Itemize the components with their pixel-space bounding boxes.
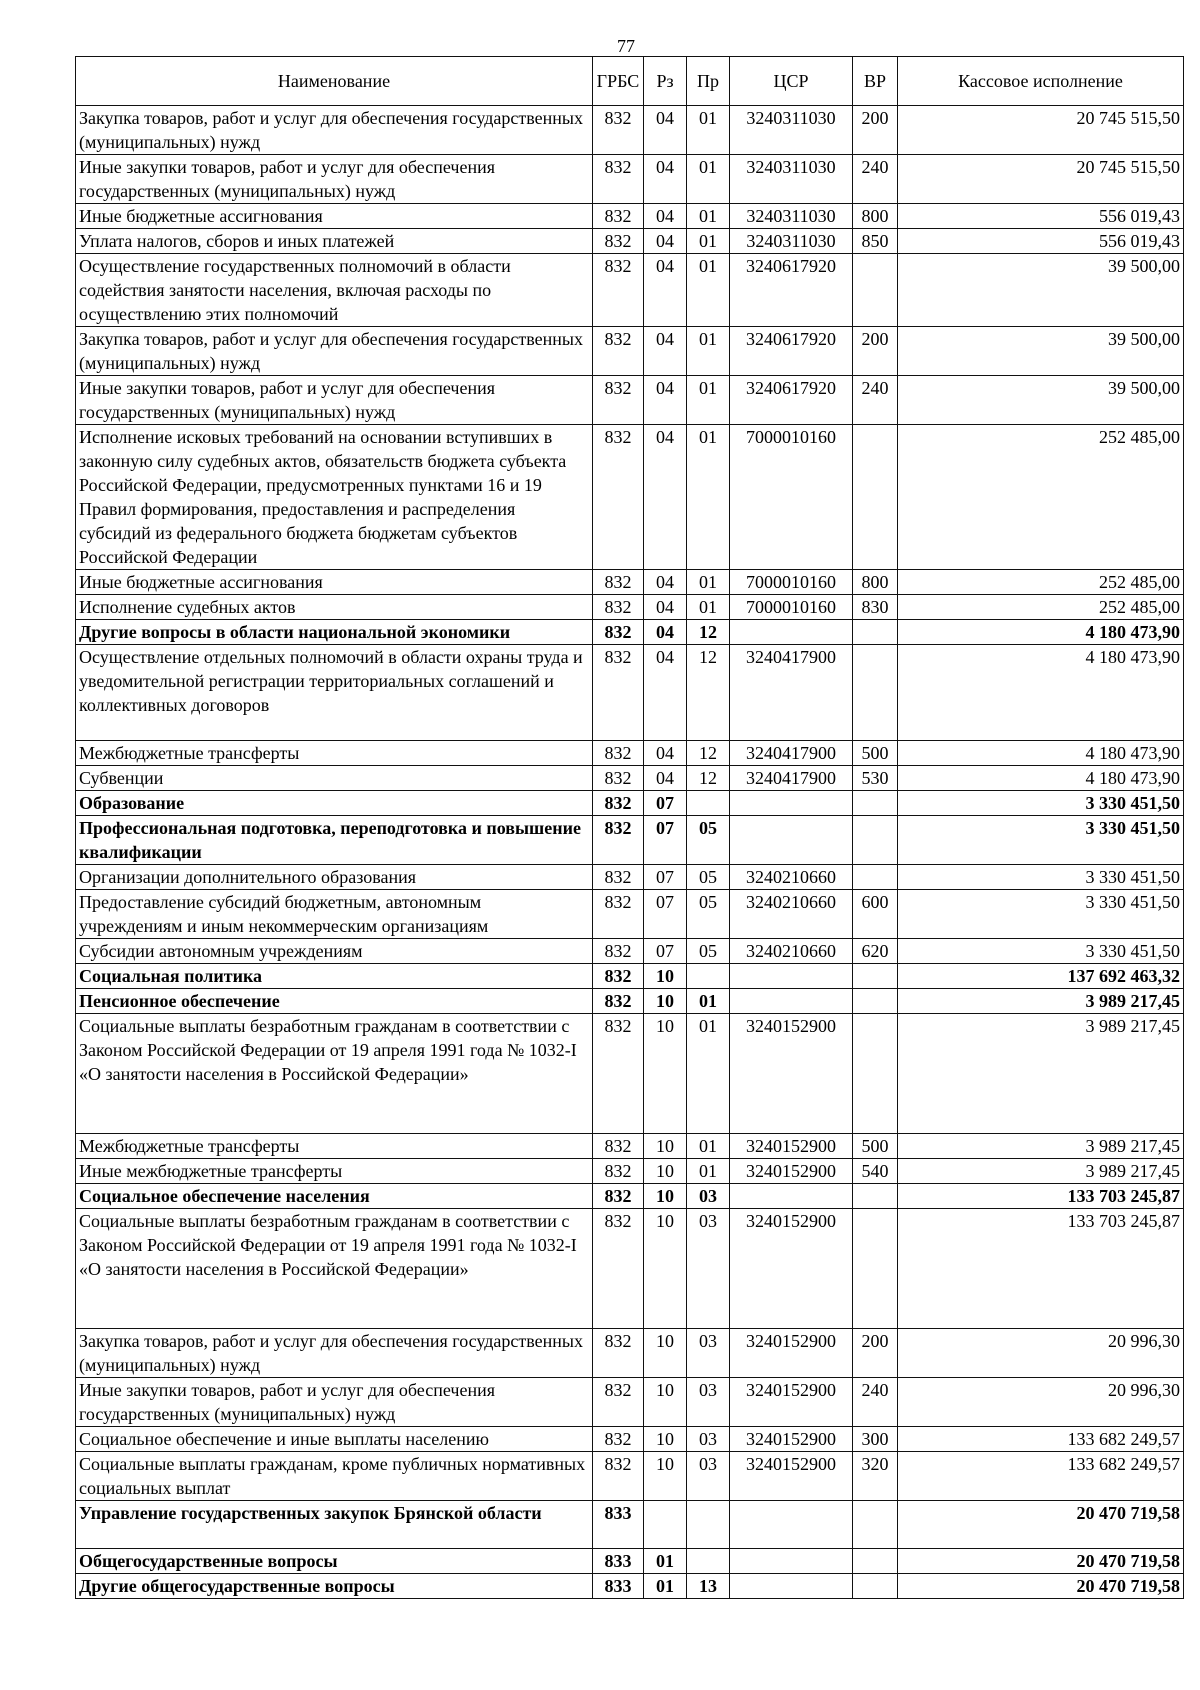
row-grbs: 832 [593, 1184, 644, 1209]
row-csr [730, 964, 853, 989]
row-csr: 3240617920 [730, 376, 853, 425]
row-csr [730, 1184, 853, 1209]
row-name: Иные закупки товаров, работ и услуг для обеспечения государственных (муниципальных) нужд [76, 376, 593, 425]
row-grbs: 832 [593, 1134, 644, 1159]
table-row [76, 865, 1184, 890]
row-name: Закупка товаров, работ и услуг для обеспечения государственных (муниципальных) нужд [76, 106, 593, 155]
row-rz: 07 [644, 890, 687, 939]
row-grbs: 832 [593, 816, 644, 865]
row-name: Предоставление субсидий бюджетным, автономным учреждениям и иным некоммерческим организациям [76, 890, 593, 939]
row-rz: 04 [644, 570, 687, 595]
row-amount: 20 470 719,58 [898, 1574, 1184, 1599]
row-name: Другие общегосударственные вопросы [76, 1574, 593, 1599]
table-row [76, 1209, 1184, 1329]
row-amount: 39 500,00 [898, 327, 1184, 376]
row-grbs: 833 [593, 1574, 644, 1599]
table-row [76, 595, 1184, 620]
row-pr: 01 [687, 425, 730, 570]
row-name: Межбюджетные трансферты [76, 741, 593, 766]
row-grbs: 832 [593, 229, 644, 254]
row-csr: 3240152900 [730, 1329, 853, 1378]
row-amount: 556 019,43 [898, 229, 1184, 254]
row-vr: 500 [853, 1134, 898, 1159]
row-name: Иные бюджетные ассигнования [76, 204, 593, 229]
table-row [76, 1378, 1184, 1427]
row-name: Иные бюджетные ассигнования [76, 570, 593, 595]
row-vr [853, 1014, 898, 1134]
row-pr: 05 [687, 939, 730, 964]
row-name: Социальные выплаты безработным гражданам в соответствии с Законом Российской Федерации от 19 апреля 1991 года № 1032-I «О занятости населения в Российской Федерации» [76, 1014, 593, 1134]
row-name: Социальное обеспечение и иные выплаты населению [76, 1427, 593, 1452]
row-vr: 540 [853, 1159, 898, 1184]
row-name: Организации дополнительного образования [76, 865, 593, 890]
row-amount: 20 745 515,50 [898, 155, 1184, 204]
column-header-amount: Кассовое исполнение [898, 57, 1184, 106]
row-csr [730, 816, 853, 865]
row-vr [853, 1501, 898, 1549]
row-csr [730, 1574, 853, 1599]
row-grbs: 832 [593, 620, 644, 645]
row-vr [853, 1574, 898, 1599]
row-name: Исполнение судебных актов [76, 595, 593, 620]
row-csr: 7000010160 [730, 595, 853, 620]
table-row [76, 1501, 1184, 1549]
row-vr [853, 989, 898, 1014]
row-csr: 7000010160 [730, 570, 853, 595]
row-csr: 3240311030 [730, 229, 853, 254]
row-rz: 10 [644, 1159, 687, 1184]
table-row [76, 229, 1184, 254]
row-pr: 01 [687, 254, 730, 327]
row-rz: 10 [644, 1329, 687, 1378]
table-row [76, 1549, 1184, 1574]
row-rz: 07 [644, 816, 687, 865]
row-grbs: 832 [593, 890, 644, 939]
row-name: Закупка товаров, работ и услуг для обеспечения государственных (муниципальных) нужд [76, 327, 593, 376]
row-grbs: 832 [593, 989, 644, 1014]
row-grbs: 832 [593, 327, 644, 376]
row-csr: 3240152900 [730, 1159, 853, 1184]
table-row [76, 1184, 1184, 1209]
table-row [76, 620, 1184, 645]
table-body [76, 106, 1184, 1599]
row-amount: 20 470 719,58 [898, 1501, 1184, 1549]
row-pr: 05 [687, 865, 730, 890]
row-grbs: 832 [593, 1014, 644, 1134]
row-amount: 20 745 515,50 [898, 106, 1184, 155]
row-pr: 01 [687, 1134, 730, 1159]
row-amount: 20 996,30 [898, 1378, 1184, 1427]
row-name: Образование [76, 791, 593, 816]
row-name: Межбюджетные трансферты [76, 1134, 593, 1159]
table-header-row [76, 57, 1184, 106]
row-pr: 05 [687, 890, 730, 939]
row-name: Социальные выплаты безработным гражданам в соответствии с Законом Российской Федерации от 19 апреля 1991 года № 1032-I «О занятости населения в Российской Федерации» [76, 1209, 593, 1329]
row-vr [853, 1184, 898, 1209]
table-row [76, 327, 1184, 376]
table-row [76, 1427, 1184, 1452]
row-csr: 3240617920 [730, 254, 853, 327]
row-name: Общегосударственные вопросы [76, 1549, 593, 1574]
row-name: Осуществление отдельных полномочий в области охраны труда и уведомительной регистрации территориальных соглашений и коллективных договоров [76, 645, 593, 741]
table-row [76, 989, 1184, 1014]
row-csr: 3240210660 [730, 865, 853, 890]
row-vr: 300 [853, 1427, 898, 1452]
row-vr: 240 [853, 1378, 898, 1427]
row-pr: 12 [687, 766, 730, 791]
table-row [76, 1159, 1184, 1184]
row-grbs: 832 [593, 106, 644, 155]
table-row [76, 155, 1184, 204]
row-rz: 04 [644, 645, 687, 741]
row-amount: 39 500,00 [898, 376, 1184, 425]
row-pr: 01 [687, 570, 730, 595]
row-vr: 240 [853, 376, 898, 425]
row-vr [853, 425, 898, 570]
row-amount: 252 485,00 [898, 570, 1184, 595]
row-name: Закупка товаров, работ и услуг для обеспечения государственных (муниципальных) нужд [76, 1329, 593, 1378]
table-row [76, 816, 1184, 865]
row-amount: 133 682 249,57 [898, 1427, 1184, 1452]
row-csr: 3240311030 [730, 204, 853, 229]
row-pr: 03 [687, 1378, 730, 1427]
row-rz: 04 [644, 106, 687, 155]
row-grbs: 832 [593, 376, 644, 425]
row-name: Уплата налогов, сборов и иных платежей [76, 229, 593, 254]
column-header-vr: ВР [853, 57, 898, 106]
page-number: 77 [617, 36, 635, 56]
row-vr: 200 [853, 1329, 898, 1378]
row-vr [853, 964, 898, 989]
row-rz: 07 [644, 939, 687, 964]
row-rz: 10 [644, 1014, 687, 1134]
row-rz: 07 [644, 865, 687, 890]
row-rz: 04 [644, 595, 687, 620]
row-csr [730, 620, 853, 645]
row-pr [687, 1501, 730, 1549]
row-vr: 800 [853, 204, 898, 229]
row-vr [853, 254, 898, 327]
table-row [76, 1574, 1184, 1599]
row-rz: 04 [644, 229, 687, 254]
row-vr: 600 [853, 890, 898, 939]
row-rz: 04 [644, 254, 687, 327]
row-amount: 3 989 217,45 [898, 989, 1184, 1014]
row-pr: 01 [687, 376, 730, 425]
row-grbs: 833 [593, 1501, 644, 1549]
row-rz: 04 [644, 425, 687, 570]
row-amount: 3 330 451,50 [898, 816, 1184, 865]
table-row [76, 570, 1184, 595]
row-vr [853, 791, 898, 816]
row-vr: 830 [853, 595, 898, 620]
table-row [76, 1014, 1184, 1134]
row-vr: 320 [853, 1452, 898, 1501]
row-amount: 3 330 451,50 [898, 890, 1184, 939]
row-amount: 133 703 245,87 [898, 1184, 1184, 1209]
row-pr: 01 [687, 989, 730, 1014]
row-grbs: 832 [593, 964, 644, 989]
table-row [76, 766, 1184, 791]
row-grbs: 832 [593, 204, 644, 229]
row-amount: 3 989 217,45 [898, 1014, 1184, 1134]
row-amount: 252 485,00 [898, 595, 1184, 620]
row-pr: 05 [687, 816, 730, 865]
row-csr: 3240210660 [730, 890, 853, 939]
row-csr: 3240417900 [730, 645, 853, 741]
table-row [76, 939, 1184, 964]
table-row [76, 791, 1184, 816]
row-rz: 10 [644, 1209, 687, 1329]
row-vr [853, 865, 898, 890]
row-pr: 01 [687, 229, 730, 254]
row-name: Управление государственных закупок Брянской области [76, 1501, 593, 1549]
row-pr: 01 [687, 327, 730, 376]
row-csr: 3240152900 [730, 1452, 853, 1501]
row-csr: 3240152900 [730, 1378, 853, 1427]
table-row [76, 645, 1184, 741]
row-amount: 137 692 463,32 [898, 964, 1184, 989]
row-grbs: 832 [593, 595, 644, 620]
row-name: Субвенции [76, 766, 593, 791]
row-name: Другие вопросы в области национальной экономики [76, 620, 593, 645]
row-rz: 10 [644, 989, 687, 1014]
row-csr: 3240617920 [730, 327, 853, 376]
table-row [76, 964, 1184, 989]
row-pr: 01 [687, 204, 730, 229]
row-vr [853, 645, 898, 741]
row-grbs: 832 [593, 741, 644, 766]
row-csr [730, 1501, 853, 1549]
row-pr [687, 791, 730, 816]
row-amount: 4 180 473,90 [898, 645, 1184, 741]
row-grbs: 832 [593, 254, 644, 327]
row-pr: 12 [687, 620, 730, 645]
row-rz: 04 [644, 766, 687, 791]
row-name: Профессиональная подготовка, переподготовка и повышение квалификации [76, 816, 593, 865]
row-grbs: 832 [593, 155, 644, 204]
row-grbs: 833 [593, 1549, 644, 1574]
row-pr: 12 [687, 741, 730, 766]
row-grbs: 832 [593, 766, 644, 791]
row-vr: 530 [853, 766, 898, 791]
row-grbs: 832 [593, 1378, 644, 1427]
table-row [76, 204, 1184, 229]
row-name: Социальная политика [76, 964, 593, 989]
row-pr: 03 [687, 1427, 730, 1452]
row-name: Пенсионное обеспечение [76, 989, 593, 1014]
row-pr [687, 964, 730, 989]
row-pr: 01 [687, 106, 730, 155]
row-pr: 03 [687, 1452, 730, 1501]
column-header-grbs: ГРБС [593, 57, 644, 106]
row-pr [687, 1549, 730, 1574]
row-amount: 3 989 217,45 [898, 1134, 1184, 1159]
row-csr: 3240152900 [730, 1014, 853, 1134]
row-rz: 10 [644, 1134, 687, 1159]
row-rz: 10 [644, 964, 687, 989]
row-grbs: 832 [593, 645, 644, 741]
row-vr: 200 [853, 327, 898, 376]
column-header-csr: ЦСР [730, 57, 853, 106]
row-amount: 3 989 217,45 [898, 1159, 1184, 1184]
row-name: Иные межбюджетные трансферты [76, 1159, 593, 1184]
row-grbs: 832 [593, 1329, 644, 1378]
row-amount: 4 180 473,90 [898, 741, 1184, 766]
row-csr: 3240311030 [730, 106, 853, 155]
row-vr: 200 [853, 106, 898, 155]
table-row [76, 425, 1184, 570]
row-vr [853, 816, 898, 865]
row-rz: 01 [644, 1574, 687, 1599]
row-rz: 10 [644, 1452, 687, 1501]
row-rz: 01 [644, 1549, 687, 1574]
row-rz: 04 [644, 620, 687, 645]
row-name: Иные закупки товаров, работ и услуг для обеспечения государственных (муниципальных) нужд [76, 1378, 593, 1427]
column-header-name: Наименование [76, 57, 593, 106]
row-csr [730, 989, 853, 1014]
row-pr: 01 [687, 155, 730, 204]
row-grbs: 832 [593, 570, 644, 595]
row-csr: 3240417900 [730, 766, 853, 791]
row-grbs: 832 [593, 1427, 644, 1452]
row-rz: 10 [644, 1427, 687, 1452]
row-rz: 04 [644, 204, 687, 229]
row-rz: 04 [644, 327, 687, 376]
row-rz: 10 [644, 1184, 687, 1209]
row-amount: 20 996,30 [898, 1329, 1184, 1378]
row-rz: 10 [644, 1378, 687, 1427]
row-pr: 01 [687, 1159, 730, 1184]
row-pr: 03 [687, 1184, 730, 1209]
row-vr [853, 1209, 898, 1329]
row-vr [853, 1549, 898, 1574]
row-grbs: 832 [593, 1209, 644, 1329]
table-row [76, 106, 1184, 155]
row-amount: 3 330 451,50 [898, 865, 1184, 890]
row-rz: 04 [644, 376, 687, 425]
row-vr [853, 620, 898, 645]
row-amount: 252 485,00 [898, 425, 1184, 570]
row-csr [730, 791, 853, 816]
row-name: Социальное обеспечение населения [76, 1184, 593, 1209]
row-rz: 07 [644, 791, 687, 816]
row-name: Иные закупки товаров, работ и услуг для обеспечения государственных (муниципальных) нужд [76, 155, 593, 204]
table-row [76, 1452, 1184, 1501]
row-csr: 3240311030 [730, 155, 853, 204]
column-header-pr: Пр [687, 57, 730, 106]
row-pr: 12 [687, 645, 730, 741]
row-vr: 620 [853, 939, 898, 964]
row-pr: 13 [687, 1574, 730, 1599]
row-vr: 850 [853, 229, 898, 254]
table-row [76, 741, 1184, 766]
row-csr: 7000010160 [730, 425, 853, 570]
row-grbs: 832 [593, 425, 644, 570]
row-vr: 800 [853, 570, 898, 595]
row-grbs: 832 [593, 791, 644, 816]
row-amount: 3 330 451,50 [898, 939, 1184, 964]
row-amount: 556 019,43 [898, 204, 1184, 229]
row-vr: 500 [853, 741, 898, 766]
row-csr [730, 1549, 853, 1574]
row-grbs: 832 [593, 1159, 644, 1184]
table-row [76, 254, 1184, 327]
row-name: Социальные выплаты гражданам, кроме публичных нормативных социальных выплат [76, 1452, 593, 1501]
table-row [76, 1134, 1184, 1159]
column-header-rz: Рз [644, 57, 687, 106]
row-rz: 04 [644, 155, 687, 204]
row-grbs: 832 [593, 865, 644, 890]
budget-table [75, 56, 1184, 1599]
row-csr: 3240152900 [730, 1209, 853, 1329]
row-amount: 133 703 245,87 [898, 1209, 1184, 1329]
row-grbs: 832 [593, 939, 644, 964]
table-row [76, 1329, 1184, 1378]
row-amount: 133 682 249,57 [898, 1452, 1184, 1501]
row-pr: 03 [687, 1209, 730, 1329]
row-amount: 4 180 473,90 [898, 620, 1184, 645]
row-csr: 3240152900 [730, 1427, 853, 1452]
row-csr: 3240210660 [730, 939, 853, 964]
row-csr: 3240417900 [730, 741, 853, 766]
row-rz: 04 [644, 741, 687, 766]
row-csr: 3240152900 [730, 1134, 853, 1159]
row-name: Исполнение исковых требований на основании вступивших в законную силу судебных актов, обязательств бюджета субъекта Российской Федерации, предусмотренных пунктами 16 и 19 Правил формирования, предоставления и распределения субсидий из федерального бюджета бюджетам субъектов Российской Федерации [76, 425, 593, 570]
row-amount: 20 470 719,58 [898, 1549, 1184, 1574]
row-rz [644, 1501, 687, 1549]
table-row [76, 890, 1184, 939]
row-name: Субсидии автономным учреждениям [76, 939, 593, 964]
row-vr: 240 [853, 155, 898, 204]
table-row [76, 376, 1184, 425]
row-pr: 01 [687, 1014, 730, 1134]
row-grbs: 832 [593, 1452, 644, 1501]
row-pr: 01 [687, 595, 730, 620]
row-pr: 03 [687, 1329, 730, 1378]
row-amount: 3 330 451,50 [898, 791, 1184, 816]
row-amount: 4 180 473,90 [898, 766, 1184, 791]
row-name: Осуществление государственных полномочий в области содействия занятости населения, включая расходы по осуществлению этих полномочий [76, 254, 593, 327]
row-amount: 39 500,00 [898, 254, 1184, 327]
